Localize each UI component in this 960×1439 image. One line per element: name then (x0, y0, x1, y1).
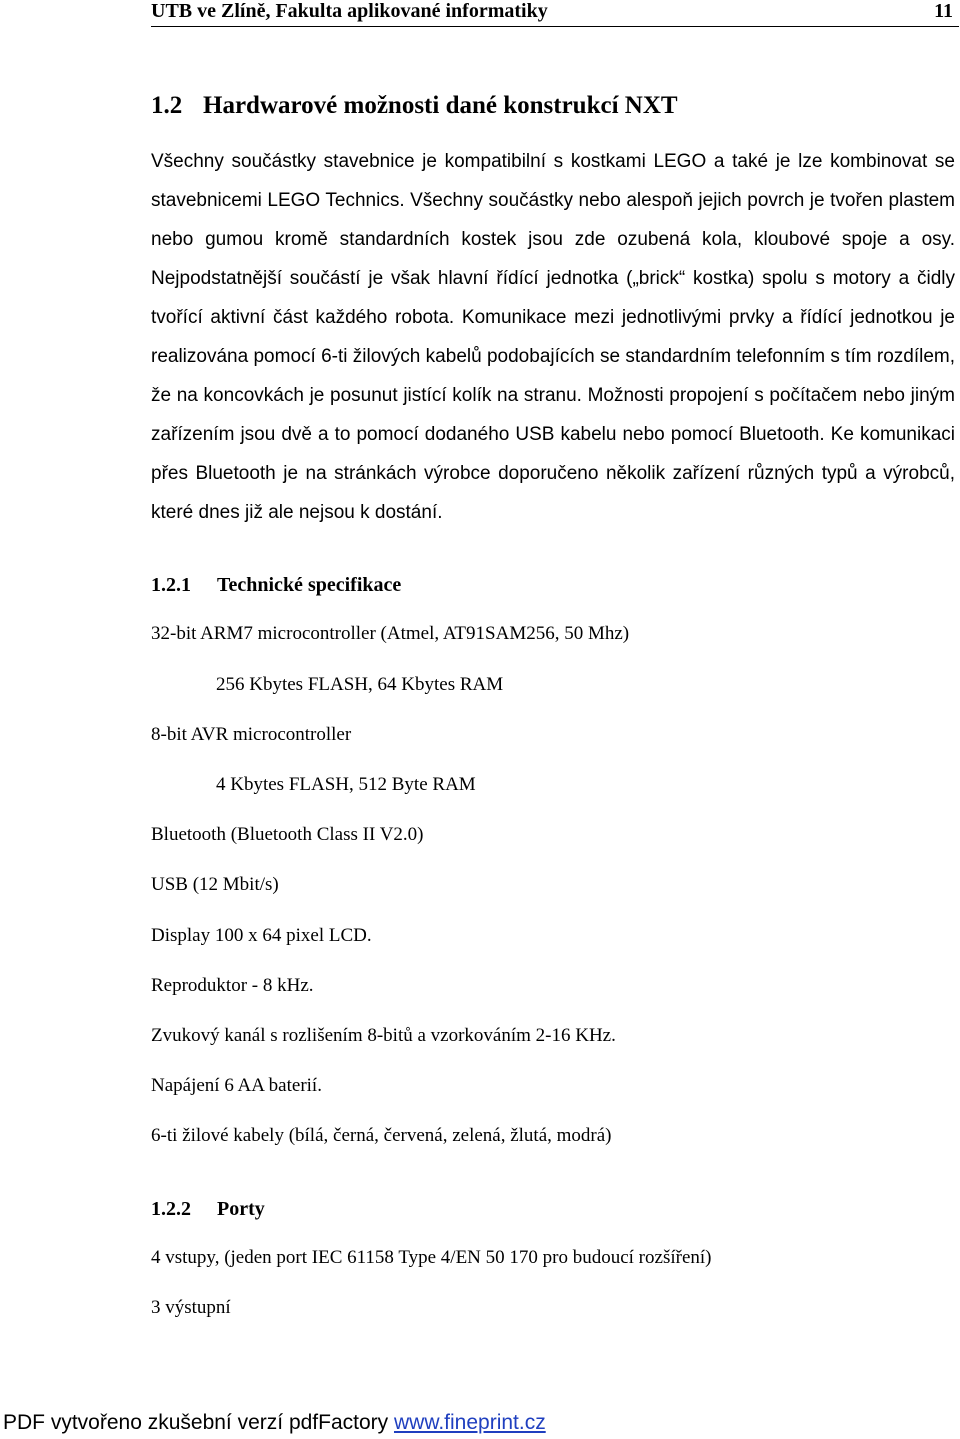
spec-speaker: Reproduktor - 8 kHz. (151, 975, 314, 996)
body-paragraph: Všechny součástky stavebnice je kompatibilní s kostkami LEGO a také je lze kombinovat se stavebnicemi LEGO Technics. Všechny součástky nebo alespoň jejich povrch je tvořen plastem nebo gumou kromě standardních kostek jsou zde ozubená kola, kloubové spoje a osy. Nejpodstatnější součástí je však hlavní řídící jednotka („brick“ kostka) spolu s motory a čidly tvořící aktivní část každého robota. Komunikace mezi jednotlivými prvky a řídící jednotkou je realizována pomocí 6-ti žilových kabelů podobajících se standardním telefonním s tím rozdílem, že na koncovkách je posunut jistící kolík na stranu. Možnosti propojení s počítačem nebo jiným zařízením jsou dvě a to pomocí dodaného USB kabelu nebo pomocí Bluetooth. Ke komunikaci přes Bluetooth je na stránkách výrobce doporučeno několik zařízení různých typů a výrobců, které dnes již ale nejsou k dostání. (151, 151, 955, 523)
header-title: UTB ve Zlíně, Fakulta aplikované informatiky (151, 0, 548, 22)
spec-usb: USB (12 Mbit/s) (151, 874, 279, 895)
subsection-title: Technické specifikace (217, 574, 402, 596)
spec-cables: 6-ti žilové kabely (bílá, černá, červená, zelená, žlutá, modrá) (151, 1125, 612, 1146)
page-number: 11 (934, 0, 953, 22)
ports-outputs: 3 výstupní (151, 1297, 231, 1318)
subsection-number: 1.2.2 (151, 1198, 191, 1220)
ports-inputs: 4 vstupy, (jeden port IEC 61158 Type 4/EN 50 170 pro budoucí rozšíření) (151, 1247, 712, 1268)
subsection-heading-ports (151, 1197, 265, 1221)
section-number: 1.2 (151, 92, 183, 119)
pdf-footer (3, 1410, 546, 1436)
section-heading (151, 91, 678, 121)
spec-cpu-memory: 256 Kbytes FLASH, 64 Kbytes RAM (216, 674, 504, 695)
spec-avr: 8-bit AVR microcontroller (151, 724, 352, 745)
spec-display: Display 100 x 64 pixel LCD. (151, 925, 372, 946)
spec-audio: Zvukový kanál s rozlišením 8-bitů a vzorkováním 2-16 KHz. (151, 1025, 616, 1046)
spec-bluetooth: Bluetooth (Bluetooth Class II V2.0) (151, 824, 424, 845)
subsection-title: Porty (217, 1198, 265, 1220)
footer-text: PDF vytvořeno zkušební verzí pdfFactory (3, 1411, 394, 1434)
subsection-heading-specs (151, 573, 401, 597)
page-header (151, 0, 959, 27)
spec-cpu: 32-bit ARM7 microcontroller (Atmel, AT91SAM256, 50 Mhz) (151, 623, 630, 644)
subsection-number: 1.2.1 (151, 574, 191, 596)
spec-power: Napájení 6 AA baterií. (151, 1075, 322, 1096)
section-title: Hardwarové možnosti dané konstrukcí NXT (203, 92, 678, 119)
spec-avr-memory: 4 Kbytes FLASH, 512 Byte RAM (216, 774, 476, 795)
footer-link[interactable]: www.fineprint.cz (393, 1411, 546, 1434)
